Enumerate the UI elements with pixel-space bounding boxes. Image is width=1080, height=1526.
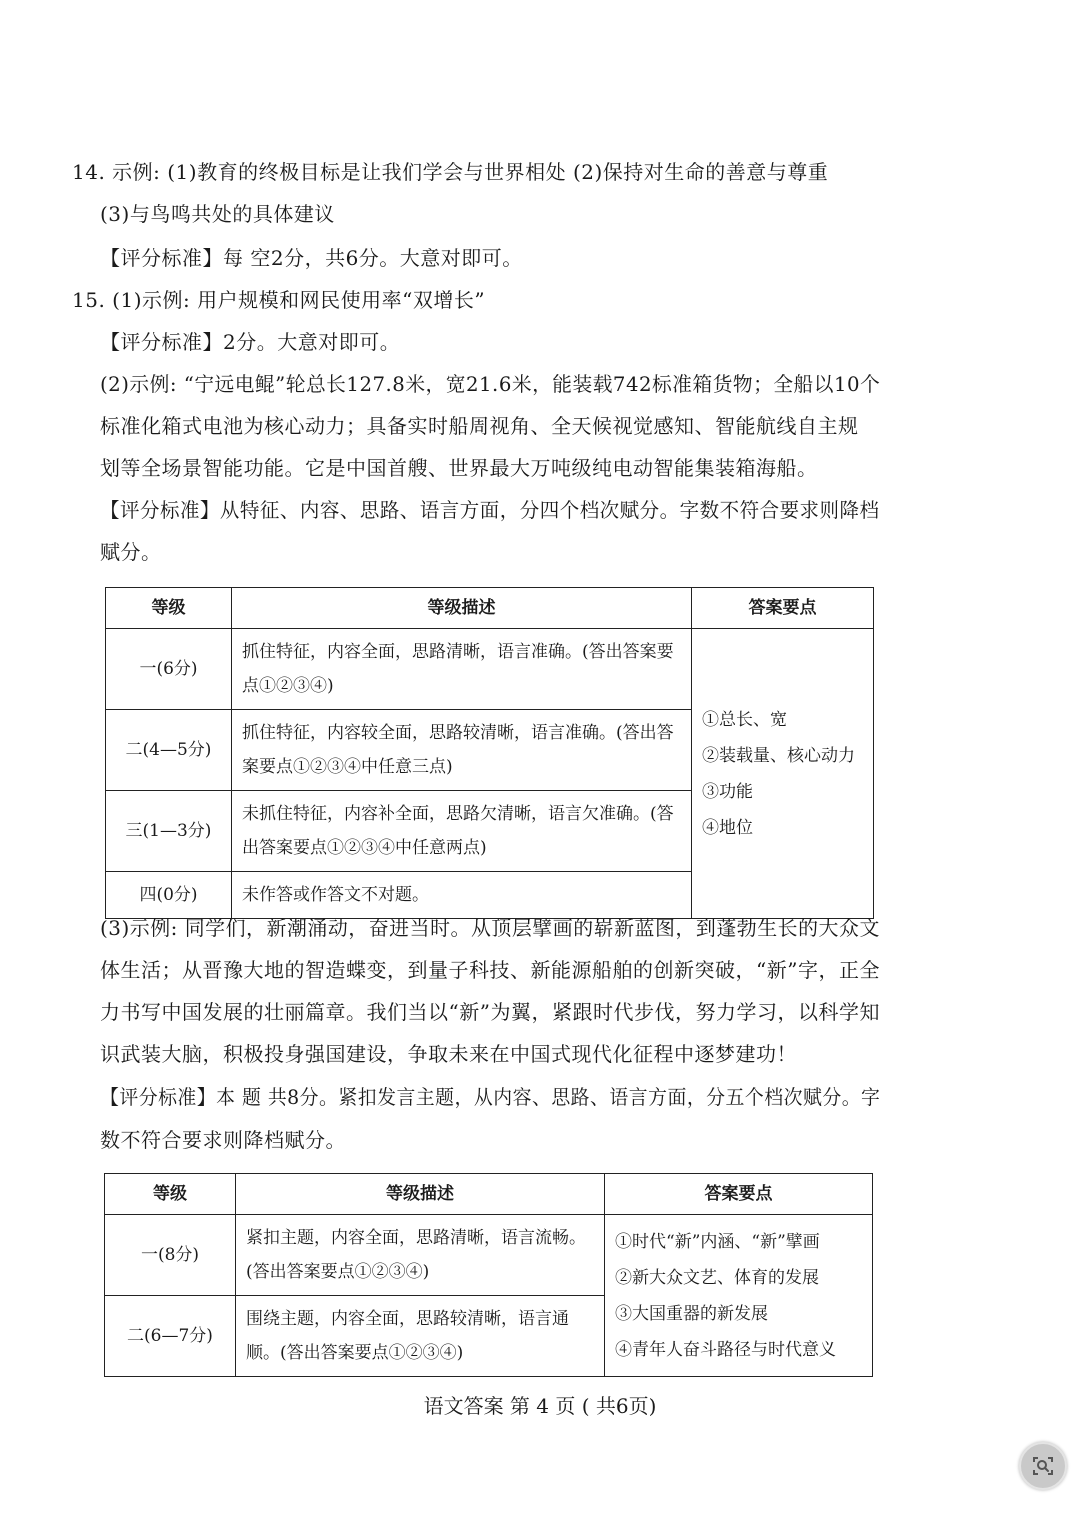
answer-point: ①总长、宽 [702, 709, 787, 730]
q15-part3-line: (3)示例: 同学们，新潮涌动，奋进当时。从顶层擘画的崭新蓝图，到蓬勃生长的大众文 [100, 916, 880, 940]
table-row [106, 629, 874, 710]
table-header-row [105, 1174, 873, 1215]
answer-points-cell [605, 1215, 873, 1377]
grade-cell: 四(0分) [106, 872, 232, 919]
description-cell: 紧扣主题，内容全面，思路清晰，语言流畅。(答出答案要点①②③④) [236, 1215, 605, 1296]
answer-point: ④青年人奋斗路径与时代意义 [615, 1339, 836, 1360]
q15-part3-line: 体生活；从晋豫大地的智造蝶变，到量子科技、新能源船舶的创新突破，“新”字，正全 [100, 958, 880, 982]
answer-points-cell [692, 629, 874, 919]
q14-line-2: (3)与鸟鸣共处的具体建议 [100, 202, 335, 226]
q15-part2-scoring: 【评分标准】从特征、内容、思路、语言方面，分四个档次赋分。字数不符合要求则降档 [100, 498, 880, 522]
grade-cell: 三(1—3分) [106, 791, 232, 872]
answer-point: ③大国重器的新发展 [615, 1303, 768, 1324]
header-answer-points: 答案要点 [605, 1174, 873, 1215]
grade-cell: 一(6分) [106, 629, 232, 710]
q15-part3-scoring: 【评分标准】本 题 共8分。紧扣发言主题，从内容、思路、语言方面，分五个档次赋分。字 [100, 1085, 881, 1109]
description-cell: 围绕主题，内容全面，思路较清晰，语言通顺。(答出答案要点①②③④) [236, 1296, 605, 1377]
header-grade: 等级 [106, 588, 232, 629]
scan-search-button[interactable] [1019, 1442, 1067, 1490]
table-header-row [106, 588, 874, 629]
grade-cell: 二(4—5分) [106, 710, 232, 791]
answer-point: ④地位 [702, 817, 753, 838]
description-cell: 未抓住特征，内容补全面，思路欠清晰，语言欠准确。(答出答案要点①②③④中任意两点) [232, 791, 692, 872]
answer-point: ②装载量、核心动力 [702, 745, 855, 766]
answer-point: ②新大众文艺、体育的发展 [615, 1267, 819, 1288]
table-row [105, 1215, 873, 1296]
q15-part3-line: 力书写中国发展的壮丽篇章。我们当以“新”为翼，紧跟时代步伐，努力学习，以科学知 [100, 1000, 880, 1024]
q15-part2-line: 标准化箱式电池为核心动力；具备实时船周视角、全天候视觉感知、智能航线自主规 [100, 414, 859, 438]
q14-line-1: 14. 示例: (1)教育的终极目标是让我们学会与世界相处 (2)保持对生命的善意与尊重 [72, 160, 829, 184]
page-footer: 语文答案 第 4 页 ( 共6页) [423, 1394, 657, 1418]
q15-part2-line: (2)示例: “宁远电鲲”轮总长127.8米，宽21.6米，能装载742标准箱货物；全船以10个 [100, 372, 881, 396]
answer-point: ①时代“新”内涵、“新”擘画 [615, 1231, 820, 1252]
header-description: 等级描述 [232, 588, 692, 629]
q15-part2-line: 划等全场景智能功能。它是中国首艘、世界最大万吨级纯电动智能集装箱海船。 [100, 456, 818, 480]
q14-scoring: 【评分标准】每 空2分，共6分。大意对即可。 [100, 246, 523, 270]
description-cell: 抓住特征，内容全面，思路清晰，语言准确。(答出答案要点①②③④) [232, 629, 692, 710]
q15-part1-line: 15. (1)示例: 用户规模和网民使用率“双增长” [72, 288, 486, 312]
scan-search-icon [1031, 1454, 1055, 1478]
description-cell: 抓住特征，内容较全面，思路较清晰，语言准确。(答出答案要点①②③④中任意三点) [232, 710, 692, 791]
header-description: 等级描述 [236, 1174, 605, 1215]
header-answer-points: 答案要点 [692, 588, 874, 629]
answer-point: ③功能 [702, 781, 753, 802]
grading-table-2 [104, 1173, 873, 1377]
header-grade: 等级 [105, 1174, 236, 1215]
description-cell: 未作答或作答文不对题。 [232, 872, 692, 919]
grading-table-1 [105, 587, 874, 919]
q15-part3-line: 识武装大脑，积极投身强国建设，争取未来在中国式现代化征程中逐梦建功！ [100, 1042, 797, 1066]
grade-cell: 一(8分) [105, 1215, 236, 1296]
q15-part1-scoring: 【评分标准】2分。大意对即可。 [100, 330, 401, 354]
grade-cell: 二(6—7分) [105, 1296, 236, 1377]
q15-part2-scoring: 赋分。 [100, 540, 162, 564]
q15-part3-scoring: 数不符合要求则降档赋分。 [100, 1128, 346, 1152]
